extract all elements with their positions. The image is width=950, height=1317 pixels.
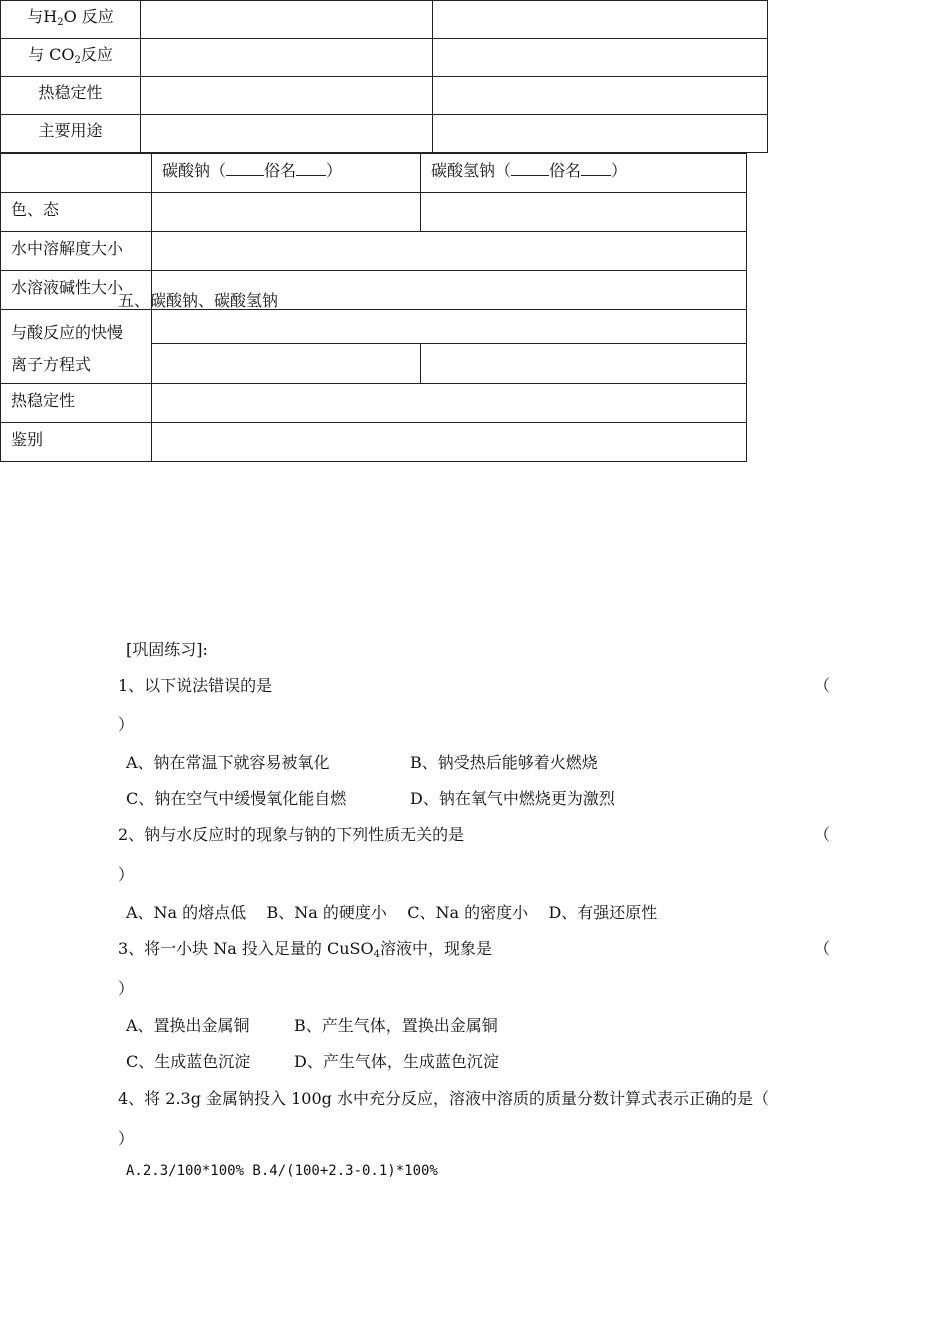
q1-option-b[interactable]: B、钠受热后能够着火燃烧 (410, 753, 598, 772)
row-label-uses: 主要用途 (1, 115, 141, 153)
blank-line[interactable] (226, 161, 264, 176)
table-row (1, 423, 747, 462)
answer-paren-close: ） (118, 715, 135, 734)
table-header-row (1, 154, 747, 193)
answer-cell[interactable] (421, 193, 747, 232)
answer-paren-open: （ (813, 676, 830, 695)
header-sodium-bicarbonate: 碳酸氢钠（ 俗名 ） (421, 154, 747, 193)
q3-stem: 3、将一小块 Na 投入足量的 CuSO$_4$溶液中，现象是 (118, 939, 492, 960)
row-label-thermal: 热稳定性 (1, 384, 152, 423)
q1-option-a[interactable]: A、钠在常温下就容易被氧化 (126, 753, 330, 772)
answer-cell[interactable] (141, 39, 433, 77)
blank-line[interactable] (296, 161, 326, 176)
answer-cell[interactable] (433, 77, 768, 115)
table-row (1, 384, 747, 423)
q1-option-d[interactable]: D、钠在氧气中燃烧更为激烈 (410, 789, 615, 808)
row-label-color: 色、态 (1, 193, 152, 232)
blank-line[interactable] (511, 161, 549, 176)
header-sodium-carbonate: 碳酸钠（ 俗名 ） (152, 154, 421, 193)
carbonate-table (0, 153, 747, 462)
answer-paren-open: （ (813, 825, 830, 844)
row-label-identify: 鉴别 (1, 423, 152, 462)
answer-paren-close: ） (118, 979, 135, 998)
table-row (1, 232, 747, 271)
q4-stem: 4、将 2.3g 金属钠投入 100g 水中充分反应，溶液中溶质的质量分数计算式表示正确的是（ (118, 1089, 769, 1108)
properties-table (0, 0, 768, 153)
q1-stem: 1、以下说法错误的是 (118, 676, 273, 695)
table-row (1, 1, 768, 39)
answer-paren-close: ） (118, 1129, 135, 1148)
q3-option-a[interactable]: A、置换出金属铜 (126, 1016, 250, 1035)
row-label-acid: 与酸反应的快慢 离子方程式 (1, 310, 152, 384)
blank-line[interactable] (581, 161, 611, 176)
row-label-solubility: 水中溶解度大小 (1, 232, 152, 271)
answer-cell[interactable] (433, 1, 768, 39)
answer-cell[interactable] (433, 39, 768, 77)
row-label-alkalinity: 水溶液碱性大小 (1, 271, 152, 310)
q1-option-c[interactable]: C、钠在空气中缓慢氧化能自燃 (126, 789, 347, 808)
answer-cell[interactable] (141, 1, 433, 39)
answer-cell[interactable] (152, 423, 747, 462)
q2-options[interactable]: A、Na 的熔点低 B、Na 的硬度小 C、Na 的密度小 D、有强还原性 (126, 903, 658, 922)
answer-cell[interactable] (152, 310, 747, 344)
q4-options[interactable]: A.2.3/100*100% B.4/(100+2.3-0.1)*100% (126, 1163, 438, 1179)
q2-stem: 2、钠与水反应时的现象与钠的下列性质无关的是 (118, 825, 465, 844)
answer-cell[interactable] (152, 193, 421, 232)
table-row (1, 39, 768, 77)
table-row (1, 77, 768, 115)
row-label-water: 与$H_2O$ 反应 (1, 1, 141, 39)
answer-cell[interactable] (152, 344, 421, 384)
section-title: 五、碳酸钠、碳酸氢钠 (118, 291, 279, 310)
answer-paren-close: ） (118, 865, 135, 884)
answer-cell[interactable] (141, 77, 433, 115)
table-row (1, 193, 747, 232)
q3-option-d[interactable]: D、产生气体，生成蓝色沉淀 (294, 1052, 499, 1071)
q3-option-c[interactable]: C、生成蓝色沉淀 (126, 1052, 251, 1071)
table-row (1, 115, 768, 153)
answer-cell[interactable] (141, 115, 433, 153)
row-label-thermal: 热稳定性 (1, 77, 141, 115)
table-row (1, 310, 747, 344)
answer-cell[interactable] (152, 232, 747, 271)
q3-option-b[interactable]: B、产生气体，置换出金属铜 (294, 1016, 498, 1035)
row-label-co2: 与 $CO_2$反应 (1, 39, 141, 77)
answer-cell[interactable] (152, 384, 747, 423)
table-row (1, 271, 747, 310)
answer-paren-open: （ (813, 939, 830, 958)
answer-cell[interactable] (433, 115, 768, 153)
corner-cell (1, 154, 152, 193)
practice-heading: [巩固练习]: (126, 640, 208, 659)
answer-cell[interactable] (421, 344, 747, 384)
